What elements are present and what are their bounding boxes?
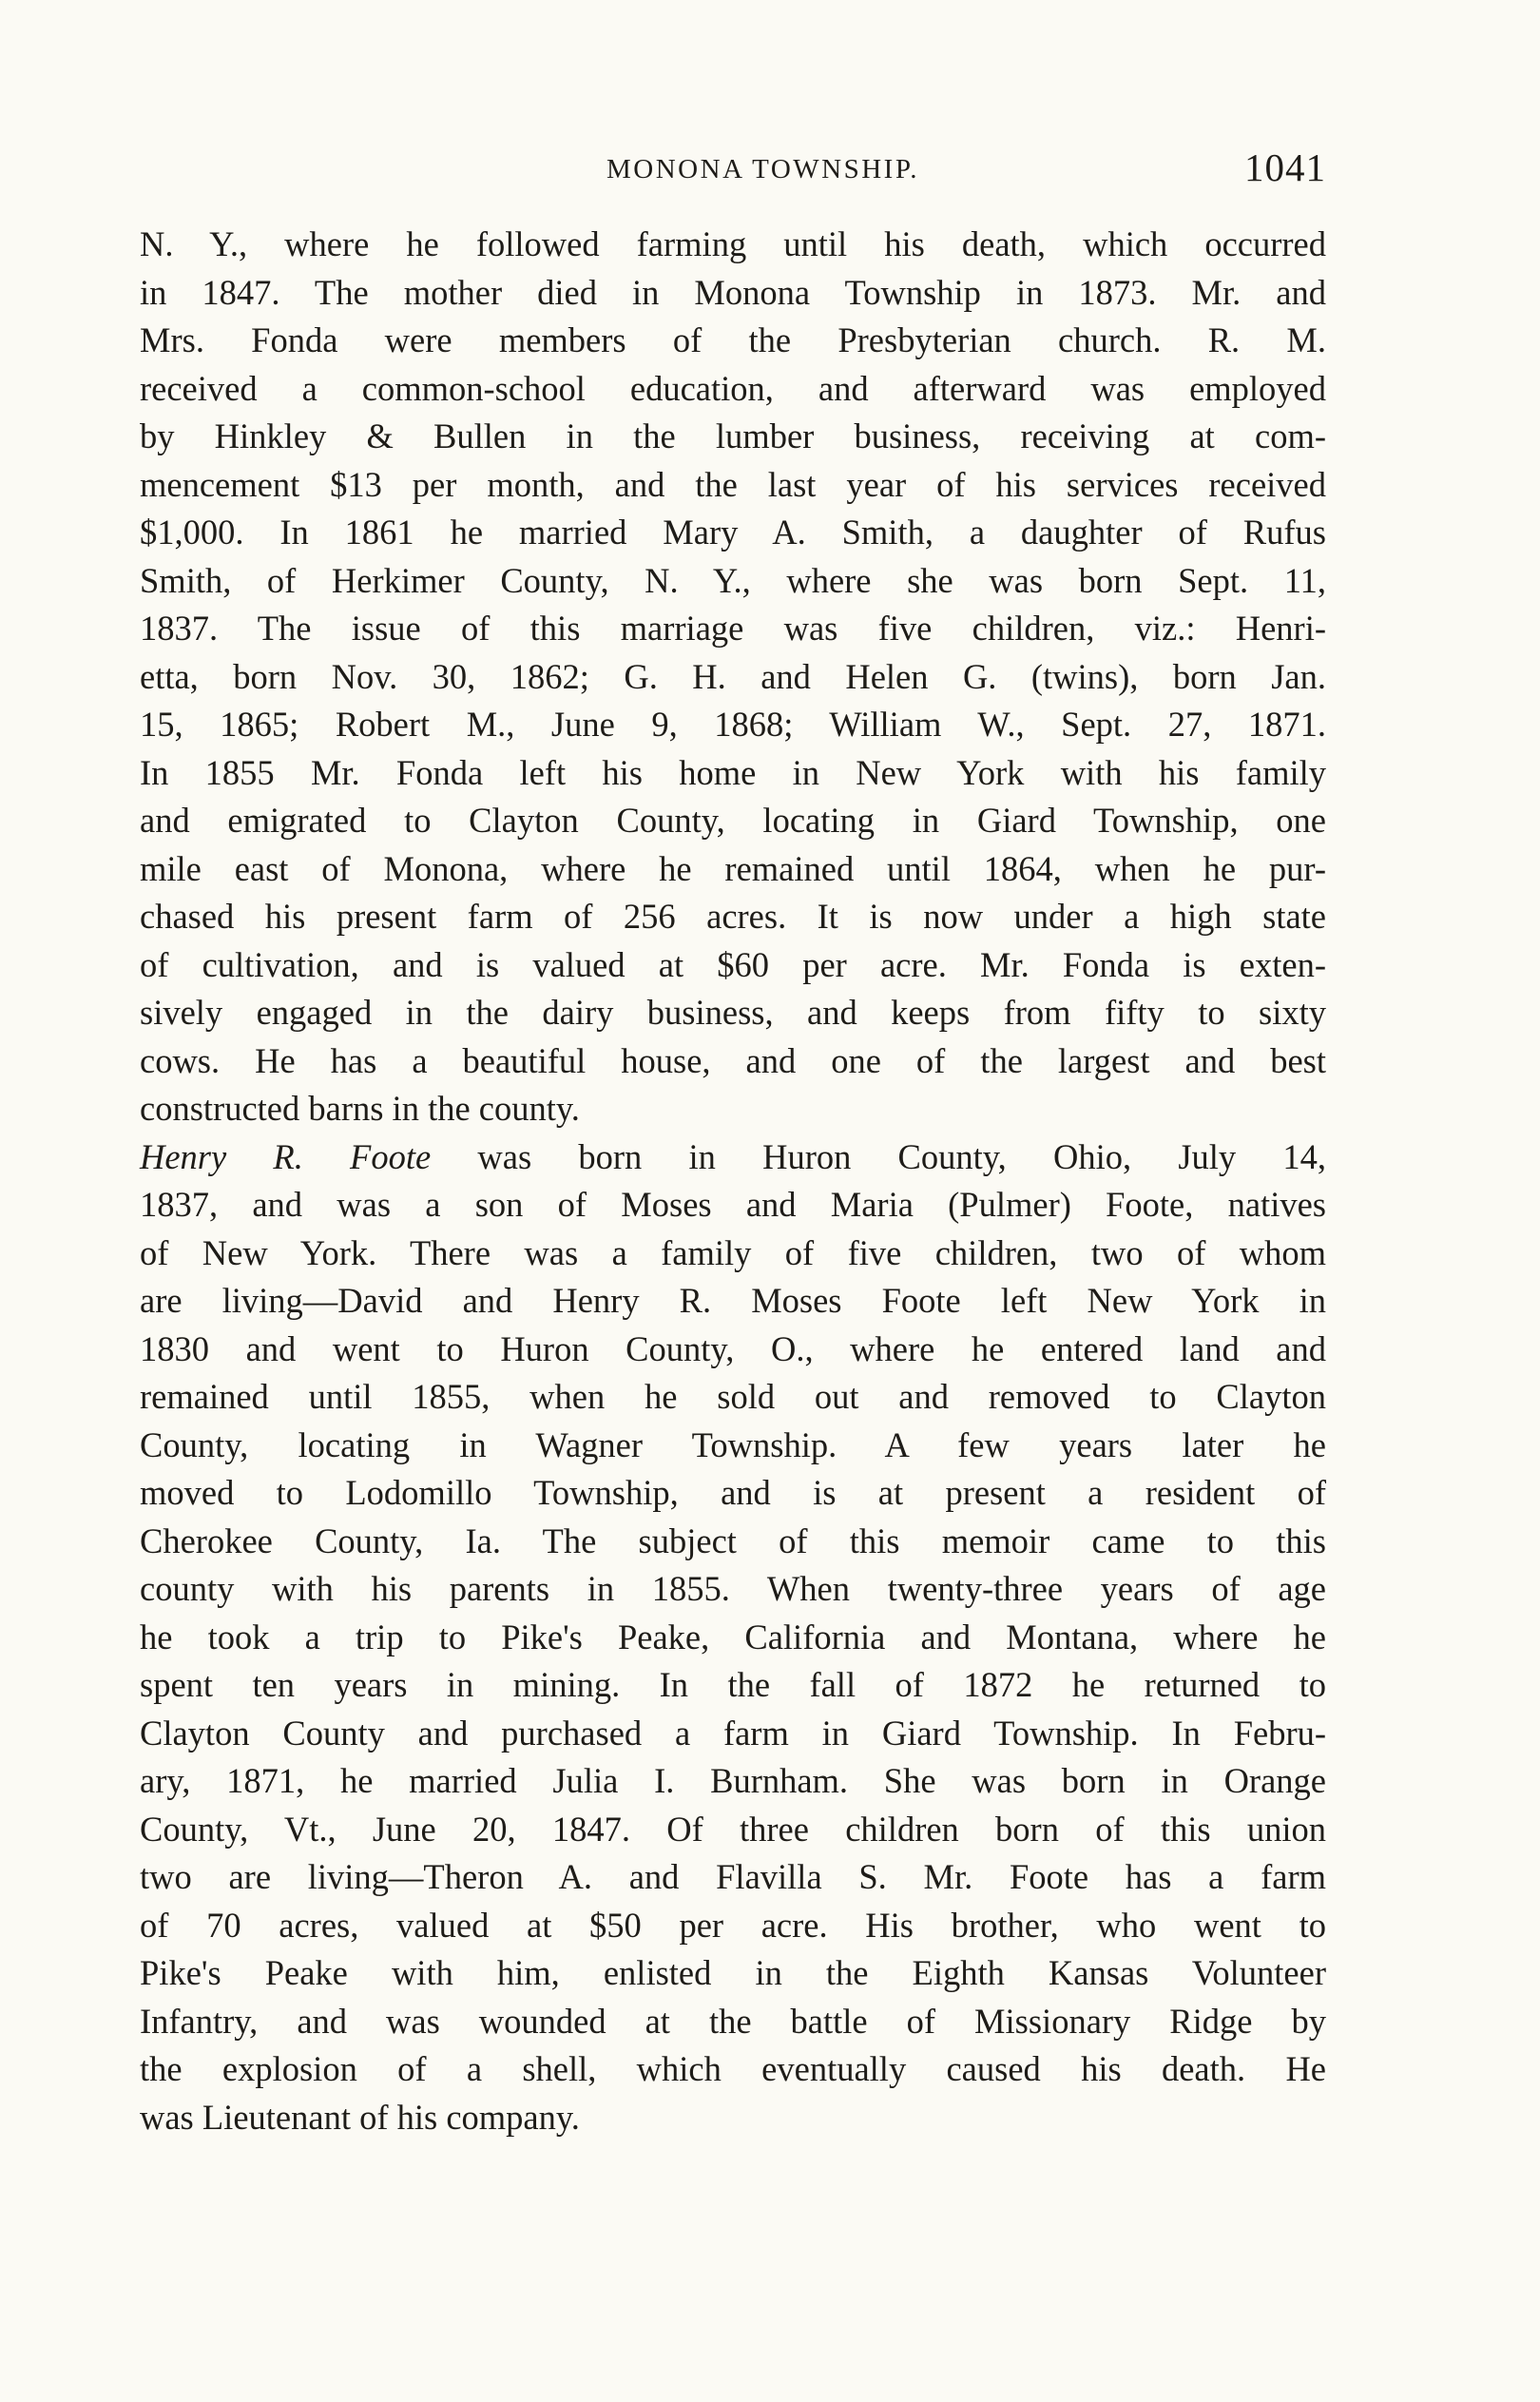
text-line: spent ten years in mining. In the fall of 1872 he returned to: [140, 1665, 1326, 1704]
text-line: Mrs. Fonda were members of the Presbyterian church. R. M.: [140, 320, 1326, 359]
text-line: Cherokee County, Ia. The subject of this memoir came to this: [140, 1521, 1326, 1560]
text-line: mencement $13 per month, and the last year of his services received: [140, 464, 1326, 504]
page-number: 1041: [1244, 145, 1326, 189]
text-line: Clayton County and purchased a farm in Giard Township. In Febru-: [140, 1713, 1326, 1753]
text-line: two are living—Theron A. and Flavilla S. Mr. Foote has a farm: [140, 1857, 1326, 1896]
text-line: [140, 1133, 1326, 1182]
text-line: 1837, and was a son of Moses and Maria (Pulmer) Foote, natives: [140, 1185, 1326, 1224]
text-line: of 70 acres, valued at $50 per acre. His brother, who went to: [140, 1905, 1326, 1945]
running-head: [143, 145, 1326, 192]
text-line: and emigrated to Clayton County, locating in Giard Township, one: [140, 801, 1326, 840]
text-line: N. Y., where he followed farming until his death, which occurred: [140, 224, 1326, 263]
text-line: of New York. There was a family of five children, two of whom: [140, 1232, 1326, 1272]
text-line: by Hinkley & Bullen in the lumber business, receiving at com-: [140, 416, 1326, 455]
text-line: 1837. The issue of this marriage was five children, viz.: Henri-: [140, 609, 1326, 648]
text-line: County, locating in Wagner Township. A few years later he: [140, 1424, 1326, 1464]
text-line: remained until 1855, when he sold out and removed to Clayton: [140, 1377, 1326, 1416]
text-line: are living—David and Henry R. Moses Foote left New York in: [140, 1281, 1326, 1320]
paragraph-foote: [140, 1133, 1326, 2142]
text-line: constructed barns in the county.: [140, 1089, 580, 1128]
text-line: 1830 and went to Huron County, O., where he entered land and: [140, 1328, 1326, 1368]
subject-name: Henry R. Foote: [140, 1136, 432, 1176]
text-line: the explosion of a shell, which eventually caused his death. He: [140, 2049, 1326, 2088]
text-line: $1,000. In 1861 he married Mary A. Smith, a daughter of Rufus: [140, 513, 1326, 552]
text-line: mile east of Monona, where he remained until 1864, when he pur-: [140, 848, 1326, 888]
text-line: he took a trip to Pike's Peake, California and Montana, where he: [140, 1617, 1326, 1656]
body-text: [140, 221, 1326, 2141]
text-line: 15, 1865; Robert M., June 9, 1868; William W., Sept. 27, 1871.: [140, 705, 1326, 744]
text-line: Smith, of Herkimer County, N. Y., where she was born Sept. 11,: [140, 560, 1326, 600]
text-line: In 1855 Mr. Fonda left his home in New York with his family: [140, 752, 1326, 792]
text-line: etta, born Nov. 30, 1862; G. H. and Helen G. (twins), born Jan.: [140, 656, 1326, 696]
text-line: County, Vt., June 20, 1847. Of three children born of this union: [140, 1809, 1326, 1849]
first-line-rest: was born in Huron County, Ohio, July 14,: [477, 1136, 1326, 1176]
text-line: moved to Lodomillo Township, and is at present a resident of: [140, 1473, 1326, 1512]
text-line: was Lieutenant of his company.: [140, 2097, 580, 2137]
text-line: of cultivation, and is valued at $60 per acre. Mr. Fonda is exten-: [140, 944, 1326, 984]
text-line: ary, 1871, he married Julia I. Burnham. She was born in Orange: [140, 1761, 1326, 1800]
running-head-title: MONONA TOWNSHIP.: [606, 154, 919, 184]
text-line: Pike's Peake with him, enlisted in the Eighth Kansas Volunteer: [140, 1953, 1326, 1992]
text-line: county with his parents in 1855. When twenty-three years of age: [140, 1569, 1326, 1608]
text-line: in 1847. The mother died in Monona Township in 1873. Mr. and: [140, 272, 1326, 312]
text-line: chased his present farm of 256 acres. It is now under a high state: [140, 897, 1326, 936]
paragraph-fonda: [140, 221, 1326, 1133]
text-line: sively engaged in the dairy business, and keeps from fifty to sixty: [140, 993, 1326, 1032]
text-line: cows. He has a beautiful house, and one of the largest and best: [140, 1040, 1326, 1080]
text-line: received a common-school education, and afterward was employed: [140, 368, 1326, 408]
text-line: Infantry, and was wounded at the battle of Missionary Ridge by: [140, 2001, 1326, 2041]
